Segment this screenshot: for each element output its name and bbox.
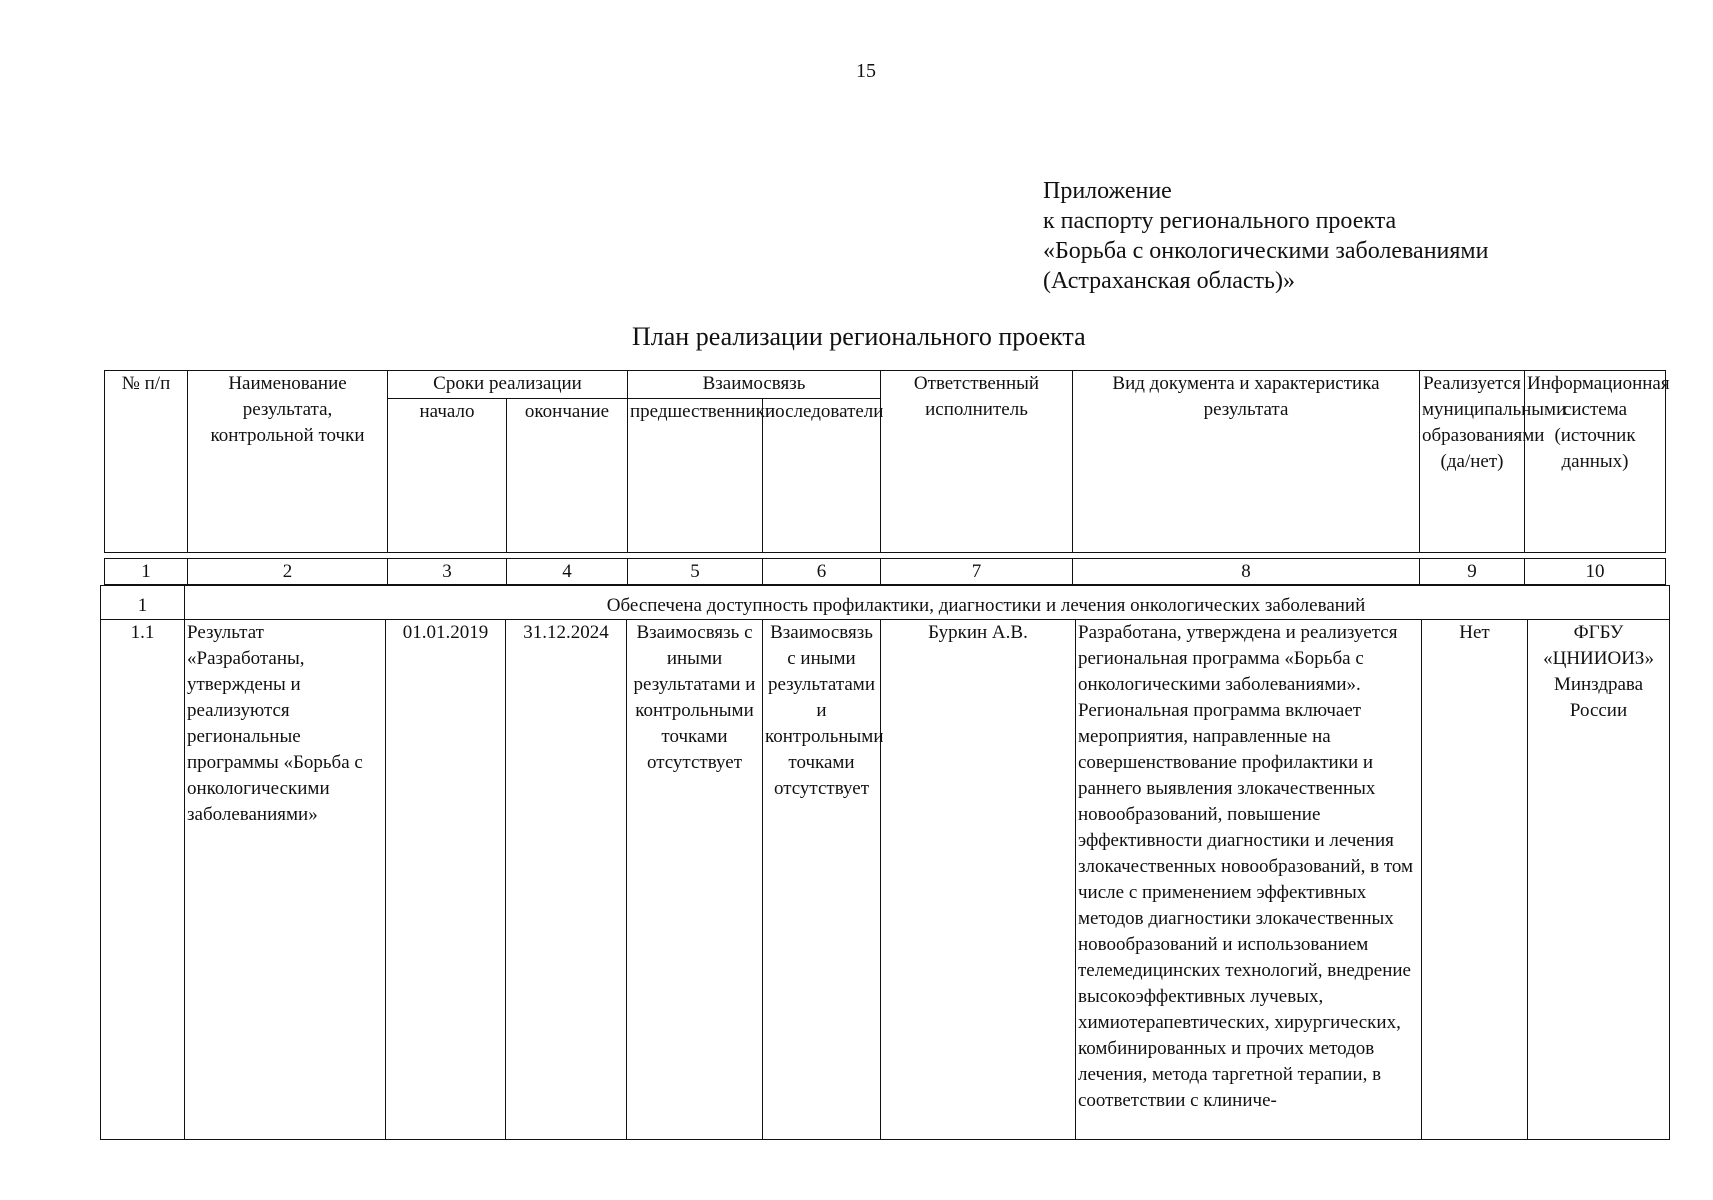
column-number: 6 [763,559,881,585]
header-start: начало [388,399,507,553]
row-municipal: Нет [1422,620,1528,1140]
section-row [101,586,1670,620]
appendix-line-1: Приложение [1043,178,1172,204]
header-terms: Сроки реализации [388,371,628,399]
section-num: 1 [101,586,185,620]
column-numbers-row [104,558,1666,585]
plan-title: План реализации регионального проекта [632,322,1086,351]
column-number: 8 [1073,559,1420,585]
plan-table-body [100,585,1670,1140]
header-doc-type: Вид документа и характеристика результата [1073,371,1420,553]
header-name: Наименование результата, контрольной точки [188,371,388,553]
row-info-system: ФГБУ «ЦНИИОИЗ» Минздрава России [1528,620,1670,1140]
row-predecessors: Взаимосвязь с иными результатами и контрольными точками отсутствует [627,620,763,1140]
table-header [104,370,1670,553]
row-num: 1.1 [101,620,185,1140]
page-number: 15 [856,60,876,82]
header-info-system: Информационная система (источник данных) [1525,371,1666,553]
header-successors: последователи [763,399,881,553]
appendix-line-3: «Борьба с онкологическими заболеваниями [1043,238,1489,264]
column-number: 10 [1525,559,1666,585]
column-number: 5 [628,559,763,585]
row-name: Результат «Разработаны, утверждены и реализуются региональные программы «Борьба с онкологическими заболеваниями» [185,620,386,1140]
column-number: 7 [881,559,1073,585]
column-number: 4 [507,559,628,585]
row-start-date: 01.01.2019 [386,620,506,1140]
row-successors: Взаимосвязь с иными результатами и контрольными точками отсутствует [763,620,881,1140]
header-predecessors: предшественники [628,399,763,553]
header-end: окончание [507,399,628,553]
row-responsible: Буркин А.В. [881,620,1076,1140]
table-row [101,620,1670,1140]
header-num: № п/п [105,371,188,553]
header-responsible: Ответственный исполнитель [881,371,1073,553]
appendix-line-2: к паспорту регионального проекта [1043,208,1397,234]
section-title: Обеспечена доступность профилактики, диагностики и лечения онкологических заболеваний [185,586,1670,620]
column-number: 1 [105,559,188,585]
row-end-date: 31.12.2024 [506,620,627,1140]
column-number: 9 [1420,559,1525,585]
appendix-heading [1043,176,1488,296]
column-number: 3 [388,559,507,585]
header-municipal: Реализуется муниципальными образованиями (да/нет) [1420,371,1525,553]
appendix-line-4: (Астраханская область)» [1043,268,1295,294]
header-relation: Взаимосвязь [628,371,881,399]
row-doc-type: Разработана, утверждена и реализуется региональная программа «Борьба с онкологическими заболеваниями». Региональная программа включает мероприятия, направленные на совершенствование профилактики и раннего выявления злокачественных новообразований, повышение эффективности диагностики и лечения злокачественных новообразований, в том числе с применением эффективных методов диагностики злокачественных новообразований и использованием телемедицинских технологий, внедрение высокоэффективных лучевых, химиотерапевтических, хирургических, комбинированных и прочих методов лечения, метода таргетной терапии, в соответствии с клиниче- [1076,620,1422,1140]
column-number: 2 [188,559,388,585]
